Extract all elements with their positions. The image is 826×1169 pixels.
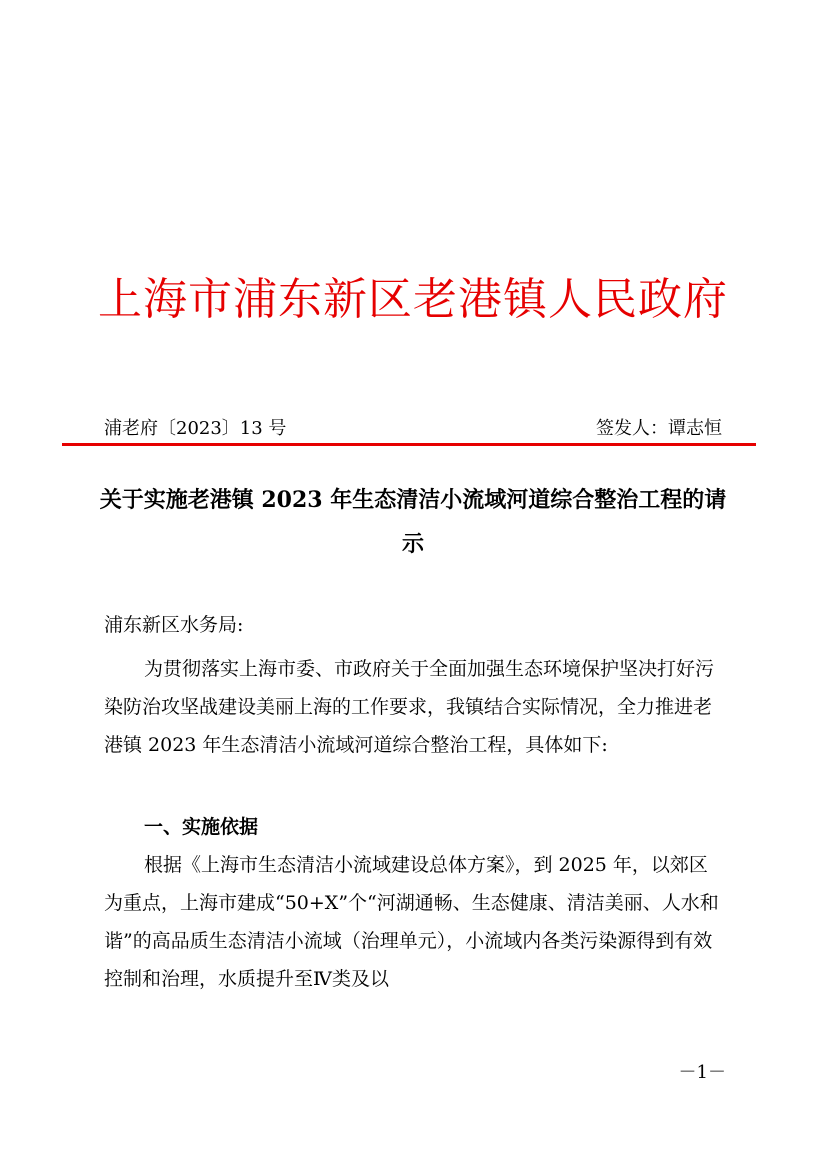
issuer-line: 签发人：谭志恒	[596, 418, 722, 439]
agency-masthead: 上海市浦东新区老港镇人民政府	[98, 274, 728, 325]
addressee: 浦东新区水务局:	[104, 614, 244, 636]
page-number: －1－	[678, 1062, 726, 1083]
body-paragraph-2: 根据《上海市生态清洁小流域建设总体方案》，到 2025 年，以郊区为重点，上海市建成“50+X”个“河湖通畅、生态健康、清洁美丽、人水和谐”的高品质生态清洁小流域（治理单元），小流域内各类污染源得到有效控制和治理，水质提升至Ⅳ类及以	[104, 854, 719, 990]
document-number: 浦老府〔2023〕13 号	[104, 418, 287, 439]
document-title: 关于实施老港镇 2023 年生态清洁小流域河道综合整治工程的请示	[99, 487, 727, 557]
red-divider-rule	[62, 443, 756, 446]
section-heading-1: 一、实施依据	[144, 816, 259, 838]
body-paragraph-1: 为贯彻落实上海市委、市政府关于全面加强生态环境保护坚决打好污染防治攻坚战建设美丽上海的工作要求，我镇结合实际情况，全力推进老港镇 2023 年生态清洁小流域河道综合整治工程，具体如下:	[104, 658, 715, 756]
